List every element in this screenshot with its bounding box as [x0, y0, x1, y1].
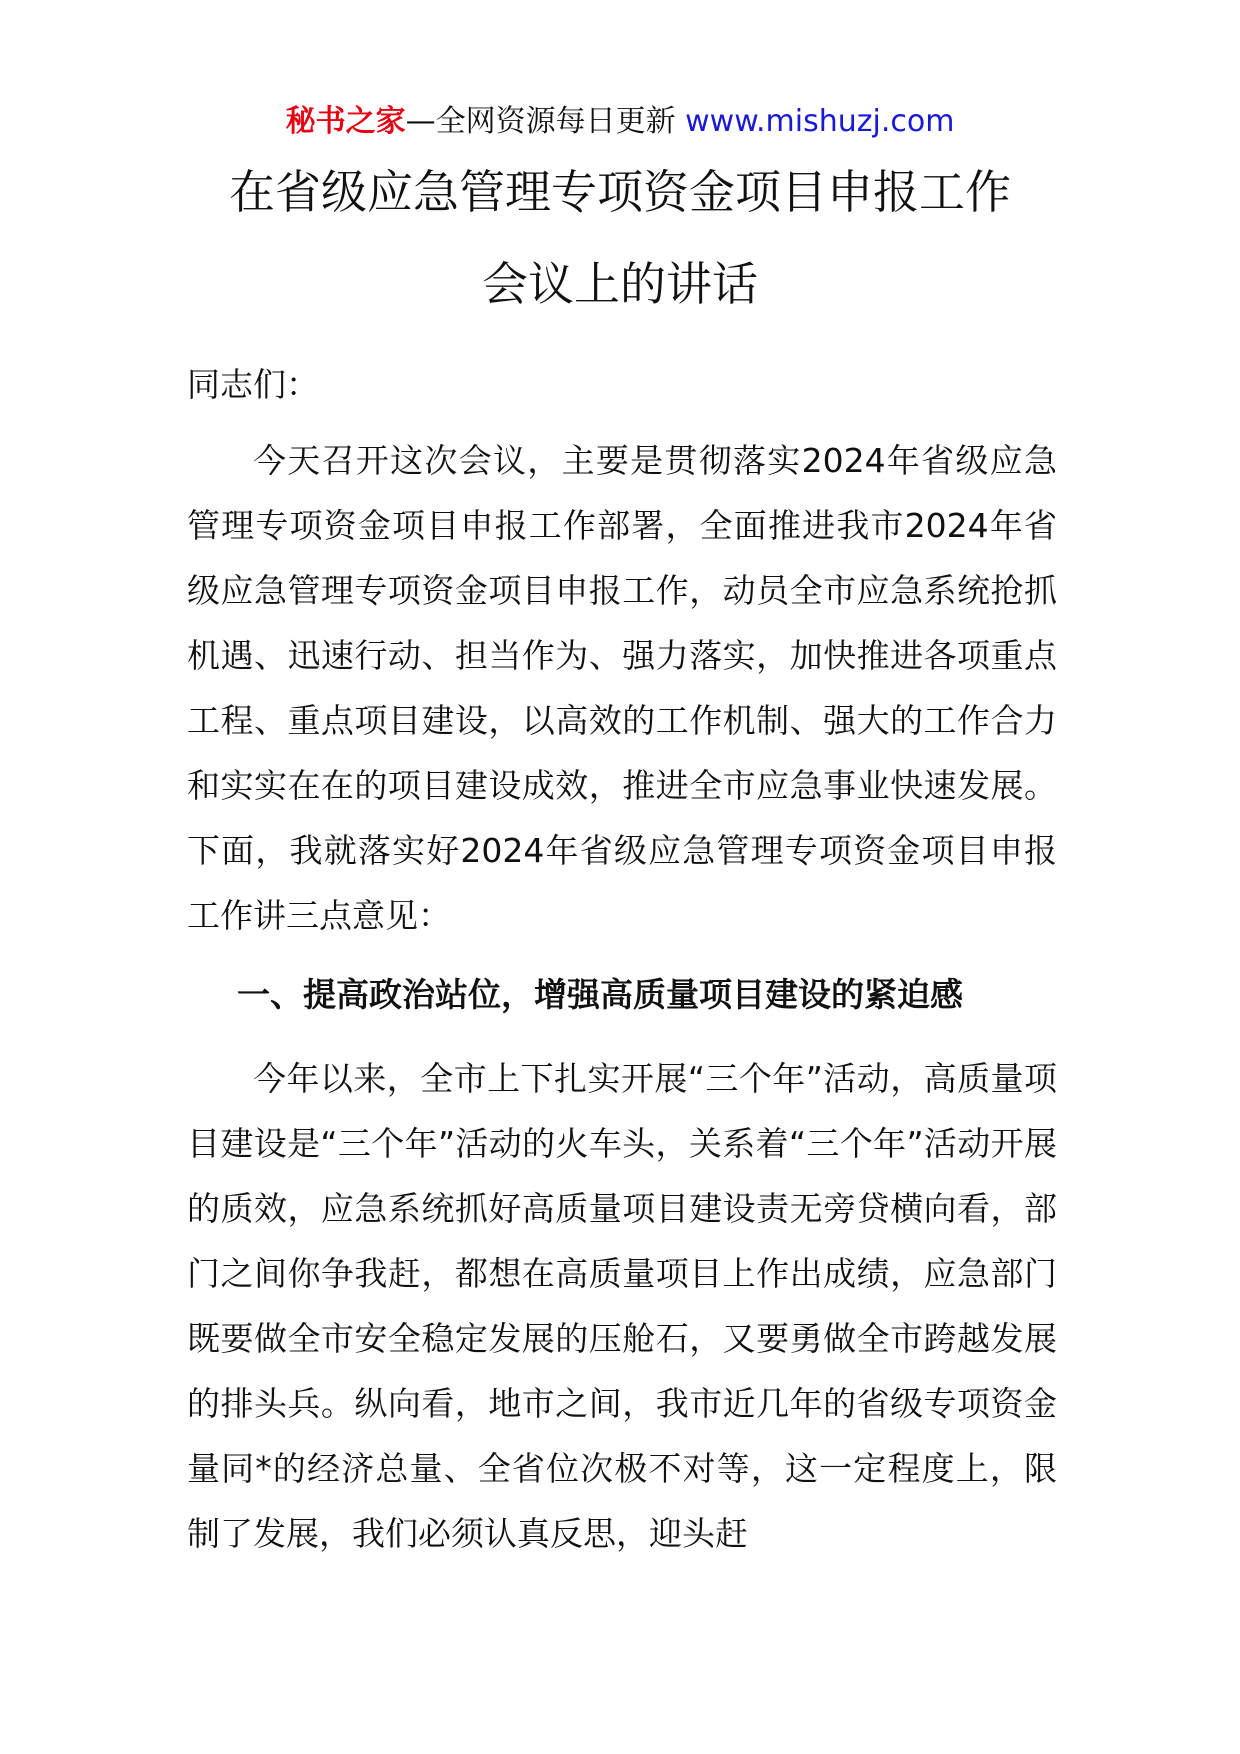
paragraph-section1: 今年以来，全市上下扎实开展“三个年”活动，高质量项目建设是“三个年”活动的火车头，关系着“三个年”活动开展的质效，应急系统抓好高质量项目建设责无旁贷横向看，部门之间你争我赶，都想在高质量项目上作出成绩，应急部门既要做全市安全稳定发展的压舱石，又要勇做全市跨越发展的排头兵。纵向看，地市之间，我市近几年的省级专项资金量同*的经济总量、全省位次极不对等，这一定程度上，限制了发展，我们必须认真反思，迎头赶 [187, 1059, 1057, 1553]
paragraph-intro: 今天召开这次会议，主要是贯彻落实2024年省级应急管理专项资金项目申报工作部署，全面推进我市2024年省级应急管理专项资金项目申报工作，动员全市应急系统抢抓机遇、迅速行动、担当作为、强力落实，加快推进各项重点工程、重点项目建设，以高效的工作机制、强大的工作合力和实实在在的项目建设成效，推进全市应急事业快速发展。下面，我就落实好2024年省级应急管理专项资金项目申报工作讲三点意见： [187, 441, 1057, 935]
banner-tagline: —全网资源每日更新 [405, 104, 676, 139]
banner-brand: 秘书之家 [285, 104, 406, 139]
section-heading-1: 一、提高政治站位，增强高质量项目建设的紧迫感 [237, 975, 963, 1014]
document-title-line1: 在省级应急管理专项资金项目申报工作 [229, 165, 1011, 219]
site-banner [0, 100, 1240, 144]
greeting: 同志们： [187, 365, 319, 404]
banner-url-link[interactable]: www.mishuzj.com [685, 104, 955, 139]
document-title-line2: 会议上的讲话 [482, 257, 758, 311]
